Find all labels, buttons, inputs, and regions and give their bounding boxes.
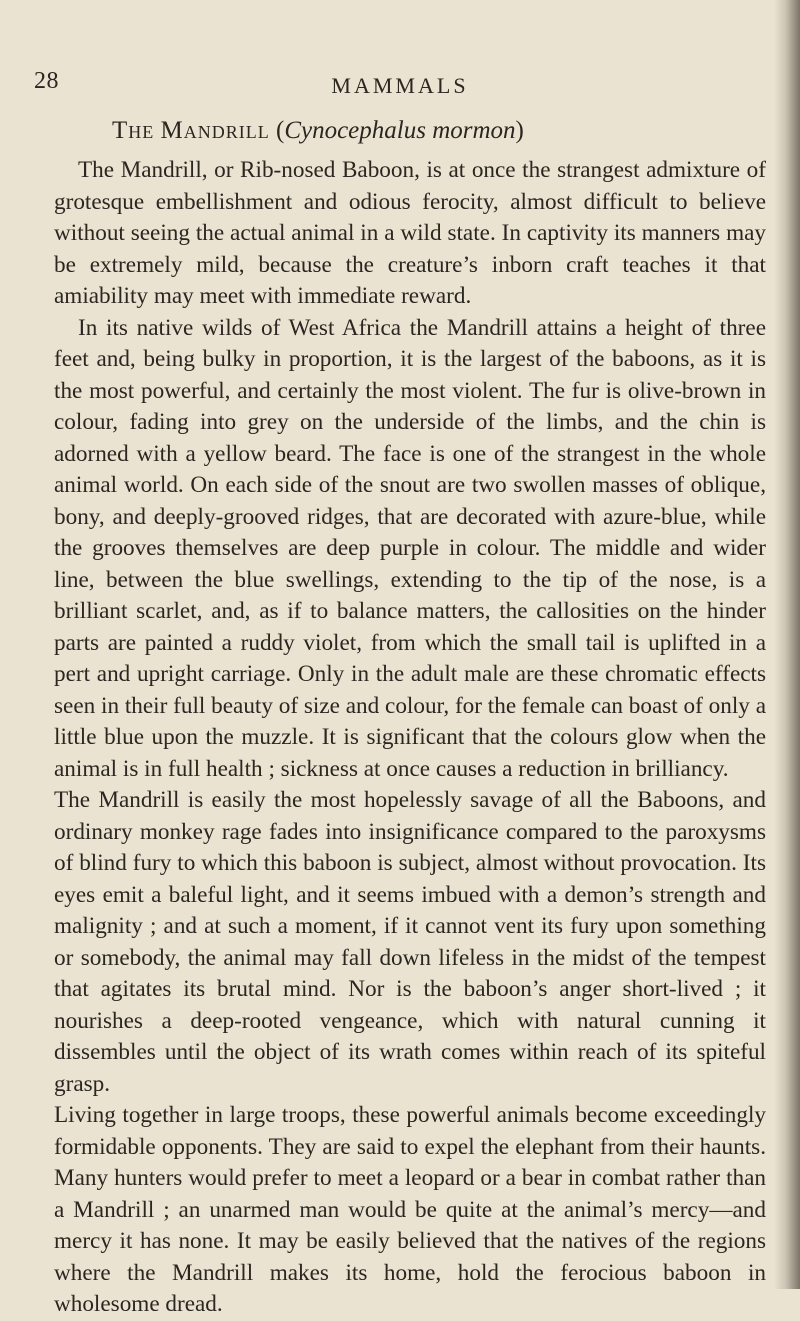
paragraph-troops: Living together in large troops, these powerful animals become exceedingly formidable opponents. They are said to expel the elephant from their haunts. Many hunters would prefer to meet a leopard or a bear in combat rather than a Mandrill ; an unarmed man would be quite at the animal’s mercy—and mercy it has none. It may be easily believed that the natives of the regions where the Mandrill makes its home, hold the ferocious baboon in wholesome dread. xyxy=(54,1102,766,1317)
article-title xyxy=(112,117,524,145)
title-open-paren: ( xyxy=(269,117,285,144)
paragraph-intro: The Mandrill, or Rib-nosed Baboon, is at once the strangest admixture of grotesque embellishment and odious ferocity, almost difficult to believe without seeing the actual animal in a wild state. In captivity its manners may be extremely mild, because the creature’s inborn craft teaches it that amiability may meet with immediate reward. xyxy=(54,157,766,309)
running-head: MAMMALS xyxy=(331,73,469,98)
paragraph-temperament: The Mandrill is easily the most hopelessly savage of all the Baboons, and ordinary monkey rage fades into insignificance compared to the paroxysms of blind fury to which this baboon is subject, almost without provocation. Its eyes emit a baleful light, and it seems imbued with a demon’s strength and malignity ; and at such a moment, if it cannot vent its fury upon something or somebody, the animal may fall down lifeless in the midst of the tempest that agitates its brutal mind. Nor is the baboon’s anger short-lived ; it nourishes a deep-rooted vengeance, which with natural cunning it dissembles until the object of its wrath comes within reach of its spiteful grasp. xyxy=(54,787,766,1097)
page-number: 28 xyxy=(34,68,59,94)
title-scientific-name: Cynocephalus mormon xyxy=(284,117,516,144)
title-prefix: The xyxy=(112,117,155,144)
title-close-paren: ) xyxy=(515,117,524,144)
body-text xyxy=(54,155,766,1321)
page-edge-shadow xyxy=(774,0,800,1289)
title-name: Mandrill xyxy=(160,117,270,144)
paragraph-description: In its native wilds of West Africa the Mandrill attains a height of three feet and, being bulky in proportion, it is the largest of the baboons, as it is the most powerful, and certainly the most violent. The fur is olive-brown in colour, fading into grey on the underside of the limbs, and the chin is adorned with a yellow beard. The face is one of the strangest in the whole animal world. On each side of the snout are two swollen masses of oblique, bony, and deeply-grooved ridges, that are decorated with azure-blue, while the grooves themselves are deep purple in colour. The middle and wider line, between the blue swellings, extending to the tip of the nose, is a brilliant scarlet, and, as if to balance matters, the callosities on the hinder parts are painted a ruddy violet, from which the small tail is uplifted in a pert and upright carriage. Only in the adult male are these chromatic effects seen in their full beauty of size and colour, for the female can boast of only a little blue upon the muzzle. It is significant that the colours glow when the animal is in full health ; sickness at once causes a reduction in brilliancy. xyxy=(54,314,766,782)
